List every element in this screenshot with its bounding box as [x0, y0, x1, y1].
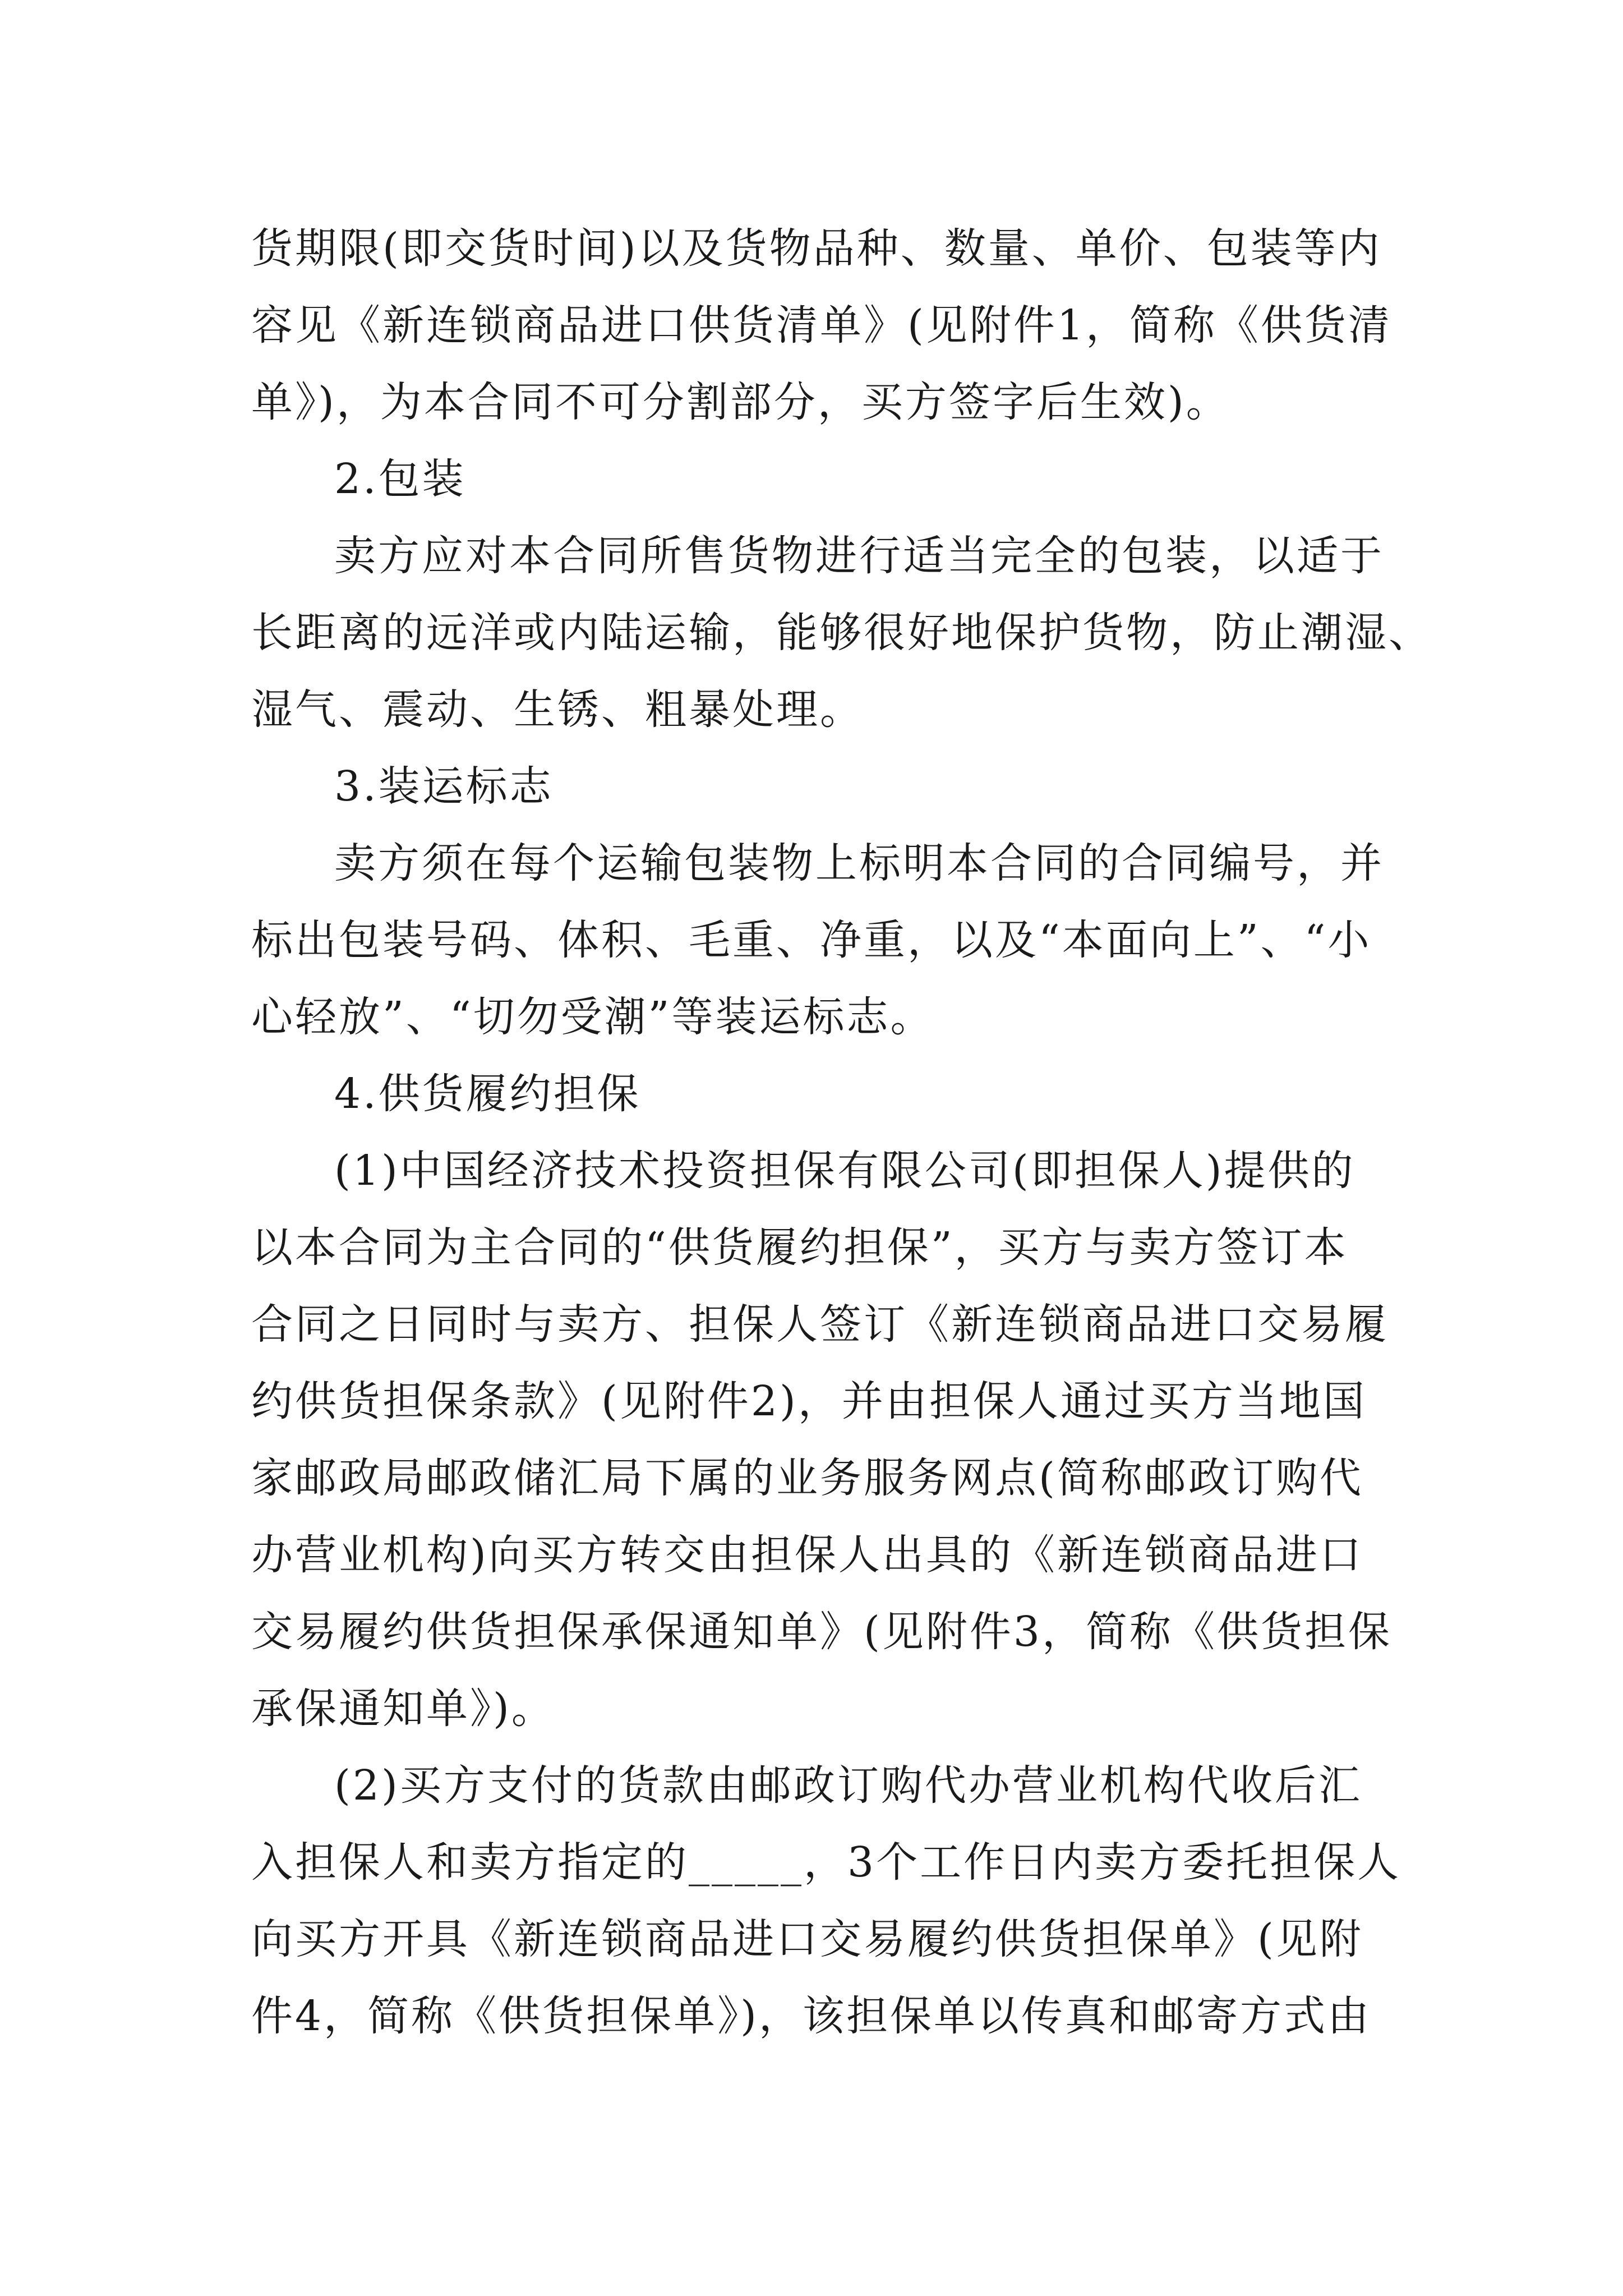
paragraph-line: 合同之日同时与卖方、担保人签订《新连锁商品进口交易履	[251, 1300, 1389, 1349]
section-heading-packaging: 2.包装	[334, 455, 466, 503]
paragraph-line: 办营业机构)向买方转交由担保人出具的《新连锁商品进口	[251, 1531, 1363, 1579]
document-body	[251, 210, 1432, 2055]
section-heading-performance-guarantee: 4.供货履约担保	[334, 1070, 641, 1118]
paragraph-line: 件4，简称《供货担保单》)，该担保单以传真和邮寄方式由	[251, 1992, 1371, 2040]
paragraph-line: 向买方开具《新连锁商品进口交易履约供货担保单》(见附	[251, 1915, 1363, 1963]
paragraph-line: 家邮政局邮政储汇局下属的业务服务网点(简称邮政订购代	[251, 1454, 1363, 1502]
paragraph-line: 卖方应对本合同所售货物进行适当完全的包装，以适于	[334, 532, 1384, 580]
section-heading-shipping-marks: 3.装运标志	[334, 762, 554, 811]
paragraph-line: 心轻放”、“切勿受潮”等装运标志。	[251, 993, 934, 1041]
paragraph-line: 约供货担保条款》(见附件2)，并由担保人通过买方当地国	[251, 1377, 1367, 1425]
paragraph-line: 承保通知单》)。	[251, 1685, 555, 1733]
paragraph-line: 以本合同为主合同的“供货履约担保”，买方与卖方签订本	[251, 1223, 1348, 1272]
paragraph-line: 交易履约供货担保承保通知单》(见附件3，简称《供货担保	[251, 1608, 1392, 1656]
paragraph-line: (2)买方支付的货款由邮政订购代办营业机构代收后汇	[334, 1761, 1362, 1810]
paragraph-line: 长距离的远洋或内陆运输，能够很好地保护货物，防止潮湿、	[251, 609, 1432, 657]
paragraph-line: 入担保人和卖方指定的_____，3个工作日内卖方委托担保人	[251, 1838, 1401, 1887]
paragraph-line: 卖方须在每个运输包装物上标明本合同的合同编号，并	[334, 839, 1384, 887]
paragraph-line: 标出包装号码、体积、毛重、净重，以及“本面向上”、“小	[251, 916, 1372, 964]
paragraph-line: 单》)，为本合同不可分割部分，买方签字后生效)。	[251, 378, 1230, 426]
paragraph-line: 容见《新连锁商品进口供货清单》(见附件1，简称《供货清	[251, 301, 1392, 349]
paragraph-line: 湿气、震动、生锈、粗暴处理。	[251, 685, 864, 734]
paragraph-line: 货期限(即交货时间)以及货物品种、数量、单价、包装等内	[251, 224, 1382, 273]
paragraph-line: (1)中国经济技术投资担保有限公司(即担保人)提供的	[334, 1147, 1355, 1195]
